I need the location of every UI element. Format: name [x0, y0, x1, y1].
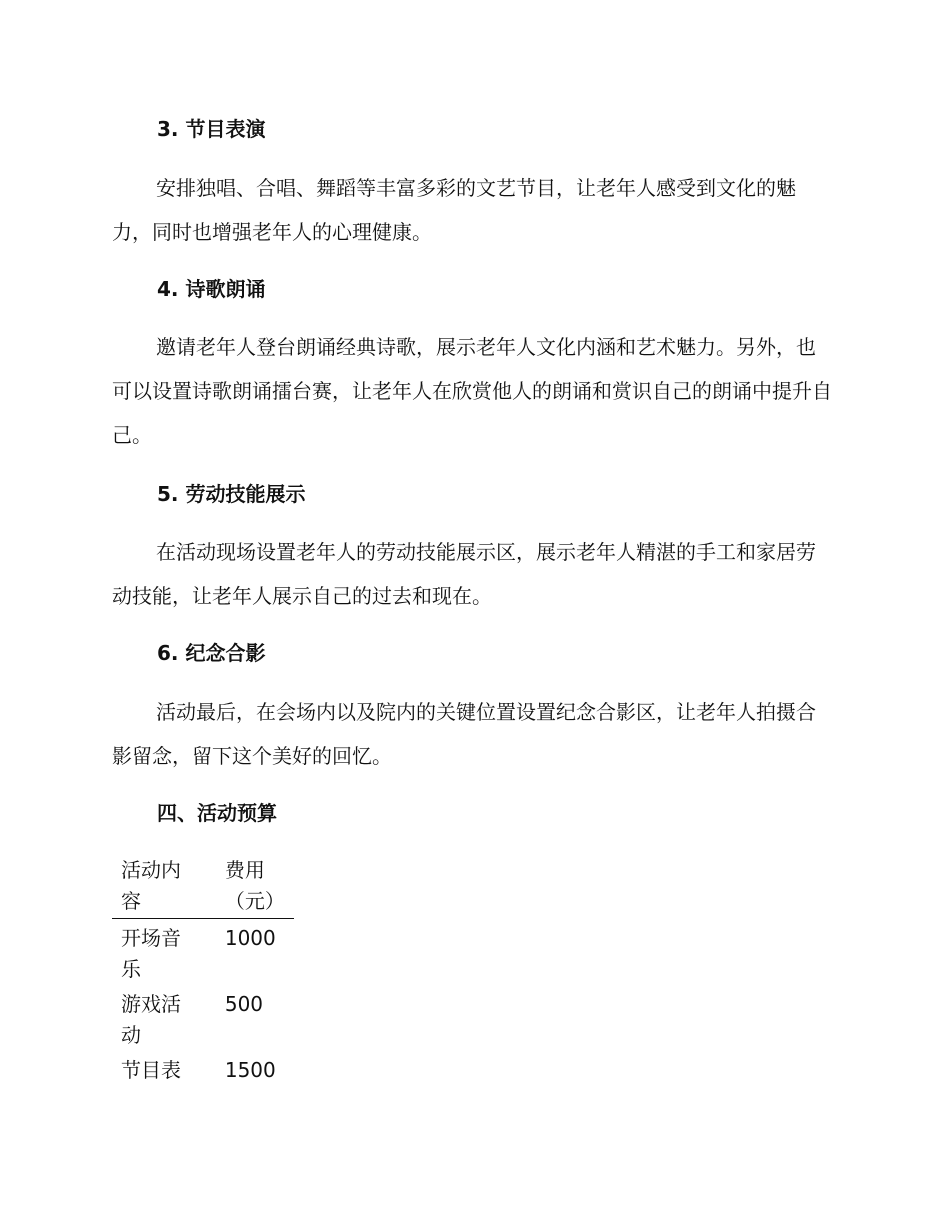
budget-cost-cell: 500 — [224, 992, 264, 1016]
section-body-group-photo: 活动最后，在会场内以及院内的关键位置设置纪念合影区，让老年人拍摄合影留念，留下这个美好的回忆。 — [112, 700, 816, 768]
table-row — [112, 985, 294, 1051]
budget-column-header-item: 活动内容 — [121, 858, 181, 913]
budget-column-header-cost: 费用（元） — [224, 858, 285, 913]
section-body-poetry: 邀请老年人登台朗诵经典诗歌，展示老年人文化内涵和艺术魅力。另外，也可以设置诗歌朗诵擂台赛，让老年人在欣赏他人的朗诵和赏识自己的朗诵中提升自己。 — [112, 335, 832, 447]
table-row — [112, 1051, 294, 1086]
budget-cost-cell: 1500 — [224, 1058, 276, 1082]
budget-item-cell: 节目表 — [121, 1058, 181, 1082]
section-body-labor-skills: 在活动现场设置老年人的劳动技能展示区，展示老年人精湛的手工和家居劳动技能，让老年人展示自己的过去和现在。 — [112, 540, 816, 608]
budget-heading: 四、活动预算 — [157, 801, 277, 825]
budget-item-cell: 开场音乐 — [121, 926, 181, 981]
budget-cost-cell: 1000 — [224, 926, 276, 950]
section-body-performance: 安排独唱、合唱、舞蹈等丰富多彩的文艺节目，让老年人感受到文化的魅力，同时也增强老年人的心理健康。 — [112, 176, 796, 244]
budget-table — [112, 855, 294, 1086]
table-row — [112, 919, 294, 986]
section-heading-poetry: 4. 诗歌朗诵 — [157, 277, 266, 301]
section-heading-performance: 3. 节目表演 — [157, 117, 266, 141]
section-heading-labor-skills: 5. 劳动技能展示 — [157, 482, 306, 506]
budget-item-cell: 游戏活动 — [121, 992, 181, 1047]
budget-table-header-row — [112, 855, 294, 919]
section-heading-group-photo: 6. 纪念合影 — [157, 641, 266, 665]
